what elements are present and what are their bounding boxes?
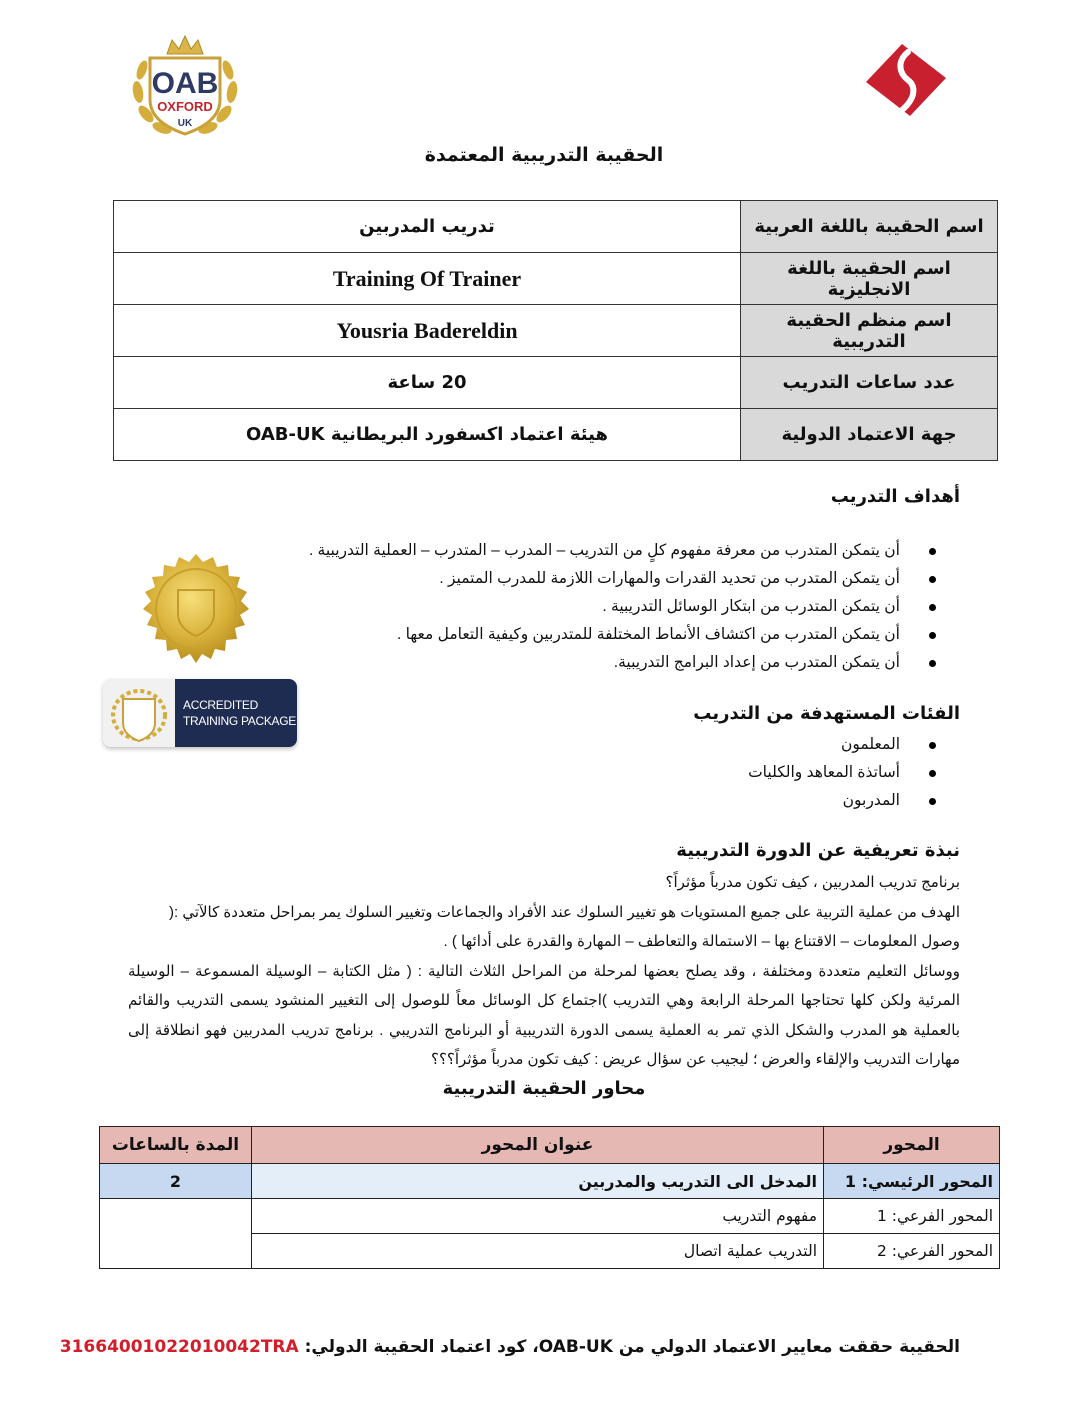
- list-item: المدربون: [748, 787, 960, 815]
- info-value: Yousria Badereldin: [114, 305, 741, 357]
- intro-line: برنامج تدريب المدربين ، كيف تكون مدرباً مؤثراً؟: [665, 874, 960, 891]
- info-value: هيئة اعتماد اكسفورد البريطانية OAB-UK: [114, 409, 741, 461]
- info-label: اسم منظم الحقيبة التدريبية: [741, 305, 998, 357]
- info-label: اسم الحقيبة باللغة العربية: [741, 201, 998, 253]
- logo-letters: OAB: [151, 67, 219, 100]
- info-label: جهة الاعتماد الدولية: [741, 409, 998, 461]
- page-title: الحقيبة التدريبية المعتمدة: [424, 144, 664, 166]
- list-item: المعلمون: [748, 731, 960, 759]
- topic-cell: مفهوم التدريب: [252, 1199, 824, 1234]
- info-label: اسم الحقيبة باللغة الانجليزية: [741, 253, 998, 305]
- axes-table: [99, 1126, 1000, 1269]
- table-row: [100, 1164, 1000, 1199]
- info-value: Training Of Trainer: [114, 253, 741, 305]
- column-header-axis: المحور: [824, 1127, 1000, 1164]
- table-header-row: [100, 1127, 1000, 1164]
- accreditation-footer: [60, 1337, 960, 1357]
- list-item: أن يتمكن المتدرب من إعداد البرامج التدريبية.: [309, 649, 960, 677]
- intro-heading: نبذة تعريفية عن الدورة التدريبية: [676, 840, 960, 861]
- intro-line: وصول المعلومات – الاقتناع بها – الاستمالة والتعاطف – المهارة والقدرة على أدائها ) .: [443, 933, 960, 950]
- info-value: 20 ساعة: [114, 357, 741, 409]
- intro-line: الهدف من عملية التربية على جميع المستويات هو تغيير السلوك عند الأفراد والجماعات وتغيير السلوك يمر بمراحل متعددة كالآتي :(: [168, 903, 960, 921]
- list-item: أن يتمكن المتدرب من اكتشاف الأنماط المختلفة للمتدربين وكيفية التعامل معها .: [309, 621, 960, 649]
- targets-heading: الفئات المستهدفة من التدريب: [693, 703, 960, 724]
- axis-cell: المحور الفرعي: 2: [824, 1234, 1000, 1269]
- oab-oxford-logo: [122, 30, 248, 142]
- column-header-topic: عنوان المحور: [252, 1127, 824, 1164]
- topic-cell: التدريب عملية اتصال: [252, 1234, 824, 1269]
- logo-uk: UK: [177, 118, 193, 129]
- footer-text: الحقيبة حققت معايير الاعتماد الدولي من OAB-UK، كود اعتماد الحقيبة الدولي:: [304, 1337, 960, 1357]
- axis-cell: المحور الفرعي: 1: [824, 1199, 1000, 1234]
- list-item: أن يتمكن المتدرب من ابتكار الوسائل التدريبية .: [309, 593, 960, 621]
- intro-line: ووسائل التعليم متعددة ومختلفة ، وقد يصلح بعضها لمرحلة من المراحل الثلاث التالية : ( مثل الكتابة – الوسيلة المسموعة – الوسيلة المرئية ولكن كلها تحتاجها المرحلة الرابعة وهي التدريب )اجتماع كل الوسائل معاً للوصول إلى التغيير المنشود يسمى التدريب والقائم بالعملية هو المدرب والشكل الذي تمر به العملية يسمى الدورة التدريبية أو البرنامج التدريبي . برنامج تدريب المدربين فهو انطلاقة إلى مهارات التدريب والإلقاء والعرض ؛ ليجيب عن سؤال عريض : كيف تكون مدرباً مؤثراً؟؟؟: [128, 962, 960, 1068]
- hours-cell: 2: [100, 1164, 252, 1199]
- info-row: [114, 305, 998, 357]
- gold-seal-icon: [132, 552, 260, 680]
- info-row: [114, 409, 998, 461]
- badge-line-1: ACCREDITED: [183, 698, 259, 712]
- package-info-table: [113, 200, 998, 461]
- info-label: عدد ساعات التدريب: [741, 357, 998, 409]
- accredited-training-package-badge: [103, 679, 297, 747]
- goals-heading: أهداف التدريب: [830, 486, 960, 507]
- list-item: أساتذة المعاهد والكليات: [748, 759, 960, 787]
- badge-logo-icon: [103, 679, 175, 747]
- axis-cell: المحور الرئيسي: 1: [824, 1164, 1000, 1199]
- info-value: تدريب المدربين: [114, 201, 741, 253]
- info-row: [114, 201, 998, 253]
- intro-paragraph: [128, 868, 960, 1075]
- table-row: [100, 1199, 1000, 1234]
- targets-list: [748, 731, 960, 815]
- accreditation-code: 31664001022010042TRA: [59, 1337, 299, 1357]
- info-row: [114, 357, 998, 409]
- column-header-hours: المدة بالساعات: [100, 1127, 252, 1164]
- info-row: [114, 253, 998, 305]
- hours-cell: [100, 1199, 252, 1269]
- list-item: أن يتمكن المتدرب من معرفة مفهوم كلٍ من التدريب – المدرب – المتدرب – العملية التدريبية .: [309, 537, 960, 565]
- topic-cell: المدخل الى التدريب والمدربين: [252, 1164, 824, 1199]
- logo-oxford: OXFORD: [157, 99, 213, 114]
- axes-heading: محاور الحقيبة التدريبية: [442, 1078, 646, 1099]
- badge-line-2: TRAINING PACKAGE: [183, 714, 296, 728]
- red-brand-logo-icon: [860, 40, 950, 120]
- list-item: أن يتمكن المتدرب من تحديد القدرات والمهارات اللازمة للمدرب المتميز .: [309, 565, 960, 593]
- goals-list: [309, 537, 960, 677]
